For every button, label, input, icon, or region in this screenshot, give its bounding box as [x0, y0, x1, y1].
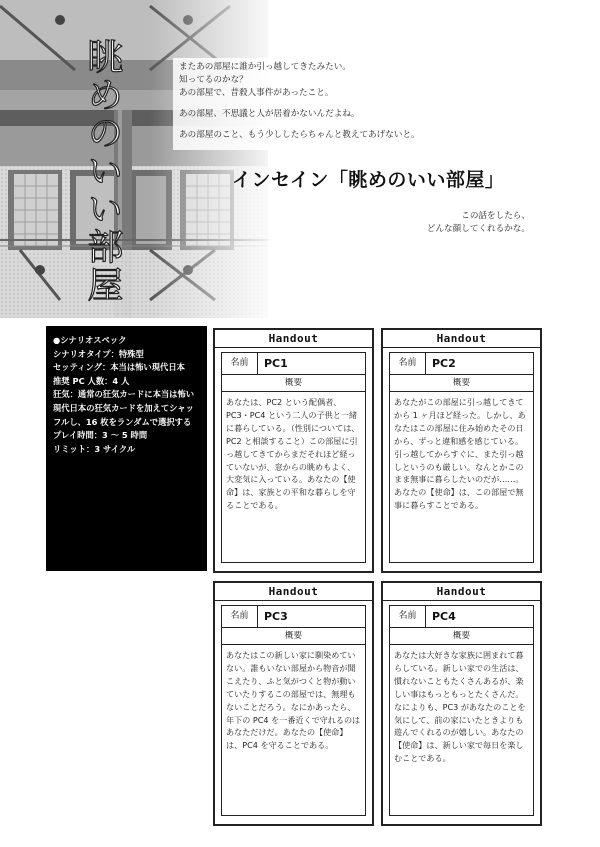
quote-text [390, 210, 530, 236]
intro-line: 知ってるのかな？ [179, 75, 248, 85]
spec-players: 推奨 PC 人数：4 人 [53, 375, 130, 386]
vertical-title: 眺めのいい部屋 [82, 38, 123, 304]
quote-line: どんな顔してくれるかな。 [426, 224, 530, 234]
intro-line: あの部屋で、昔殺人事件があったこと。 [179, 88, 334, 98]
spec-heading: ●シナリオスペック [53, 335, 127, 345]
building-facade-illustration [0, 0, 268, 318]
handout-body: あなたは大好きな家族に囲まれて暮らしている。新しい家での生活は、慣れないこともたくさんあるが、楽しい事はもっともっとたくさんだ。なによりも、PC3 があなたのことを気にして、前の家にいたときよりも遊んでくれるのが嬉しい。あなたの【使命】は、新しい家で毎日を楽しむことである。 [394, 650, 526, 764]
scenario-title: インセイン「眺めのいい部屋」 [232, 169, 505, 191]
handout-header: Handout [383, 583, 540, 601]
pc-name: PC3 [264, 610, 288, 623]
header-photo [0, 0, 268, 318]
spec-setting: セッティング：本当は怖い現代日本 [53, 362, 185, 373]
spec-madness: 狂気：通常の狂気カードに本当は怖い現代日本の狂気カードを加えてシャッフルし、16 枚をランダムで選択する [53, 389, 195, 427]
pc-name: PC4 [432, 610, 456, 623]
quote-line: この話をしたら、 [461, 211, 530, 221]
name-label: 名前 [390, 353, 426, 374]
handout-card-pc2 [381, 328, 542, 573]
handout-body: あなたは、PC2 という配偶者、PC3・PC4 という二人の子供と一緒に暮らしている。（性別については、PC2 と相談すること）この部屋に引っ越してきてからまだそれほど経っていないが、窓からの眺めもよく、大変気に入っている。あなたの【使命】は、家族との平和な暮らしを守ることである。 [226, 397, 360, 511]
intro-line: あの部屋、不思議と人が居着かないんだよね。 [179, 109, 360, 119]
handout-body: あなたはこの新しい家に馴染めていない。誰もいない部屋から物音が聞こえたり、ふと気がつくと物が動いていたりするこの部屋では、無理もないことだろう。なにかあったら、年下の PC4 を一番近くで守れるのはあなただけだ。あなたの【使命】は、PC4 を守ることである。 [226, 650, 361, 751]
spec-playtime: プレイ時間：3 ～ 5 時間 [53, 430, 148, 441]
spec-limit: リミット：3 サイクル [53, 443, 136, 454]
summary-label: 概要 [222, 375, 365, 392]
handout-card-pc1 [213, 328, 374, 573]
name-label: 名前 [222, 606, 258, 627]
summary-label: 概要 [390, 375, 533, 392]
name-label: 名前 [390, 606, 426, 627]
handout-header: Handout [383, 330, 540, 348]
spec-type: シナリオタイプ：特殊型 [53, 348, 144, 359]
name-label: 名前 [222, 353, 258, 374]
pc-name: PC1 [264, 357, 288, 370]
intro-line: またあの部屋に誰か引っ越してきたみたい。 [179, 62, 351, 72]
summary-label: 概要 [390, 628, 533, 645]
pc-name: PC2 [432, 357, 456, 370]
scenario-spec [46, 326, 207, 571]
handout-card-pc3 [213, 581, 374, 826]
intro-line: あの部屋のこと、もう少ししたらちゃんと教えてあげないと。 [179, 130, 420, 140]
summary-label: 概要 [222, 628, 365, 645]
handout-header: Handout [215, 330, 372, 348]
handout-header: Handout [215, 583, 372, 601]
handout-body: あなたがこの部屋に引っ越してきてから 1 ヶ月ほど経った。しかし、あなたはこの部屋に住み始めたその日から、ずっと違和感を感じている。引っ越してからすぐに、また引っ越しというのも厳しい。なんとかこのまま無事に暮らしたいのだが……。あなたの【使命】は、この部屋で無事に暮らすことである。 [394, 397, 526, 511]
intro-text [173, 58, 473, 150]
handout-card-pc4 [381, 581, 542, 826]
